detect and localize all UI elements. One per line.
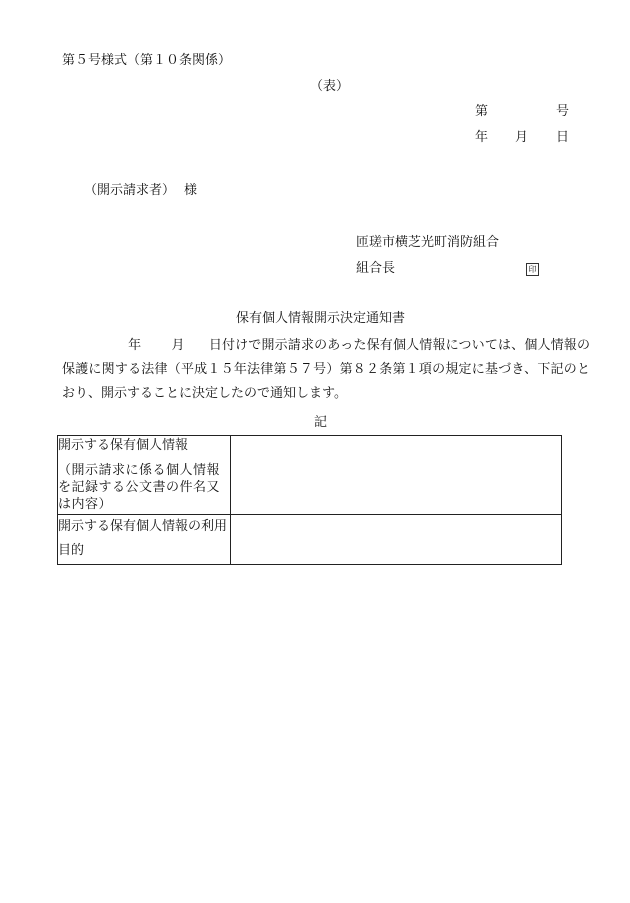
- row1-label-cell: [58, 436, 231, 515]
- addressee-honorific: 様: [184, 183, 198, 198]
- body-text: 日付けで開示請求のあった保有個人情報については、個人情報の保護に関する法律（平成１５年法律第５７号）第８２条第１項の規定に基づき、下記のとおり、開示することに決定したので通知します。: [62, 338, 590, 401]
- side-label: （表）: [310, 79, 350, 94]
- seal-icon: 印: [526, 263, 539, 276]
- date-year-label: 年: [475, 130, 489, 145]
- body-year-label: 年: [128, 338, 142, 353]
- sender-organization: 匝瑳市横芝光町消防組合: [356, 235, 500, 250]
- form-number: 第５号様式（第１０条関係）: [62, 53, 232, 68]
- row1-label: 開示する保有個人情報: [58, 438, 189, 453]
- document-body: [62, 334, 590, 406]
- document-number-suffix: 号: [556, 104, 570, 119]
- body-month-label: 月: [171, 338, 185, 353]
- seal-mark: [526, 262, 539, 276]
- date-month-label: 月: [515, 130, 529, 145]
- table-row: [58, 515, 562, 565]
- row2-label-cell: [58, 515, 231, 565]
- document-title: 保有個人情報開示決定通知書: [236, 311, 406, 326]
- row1-sublabel: （開示請求に係る個人情報を記録する公文書の件名又は内容）: [58, 463, 221, 512]
- addressee-name: （開示請求者）: [84, 183, 176, 198]
- row1-value-cell[interactable]: [231, 436, 562, 515]
- sender-title: 組合長: [356, 261, 396, 276]
- document-number-prefix: 第: [475, 104, 489, 119]
- row2-label: 開示する保有個人情報の利用目的: [58, 519, 228, 558]
- table-row: [58, 436, 562, 515]
- disclosure-table: [57, 435, 562, 565]
- date-day-label: 日: [556, 130, 570, 145]
- ki-label: 記: [314, 415, 328, 430]
- row2-value-cell[interactable]: [231, 515, 562, 565]
